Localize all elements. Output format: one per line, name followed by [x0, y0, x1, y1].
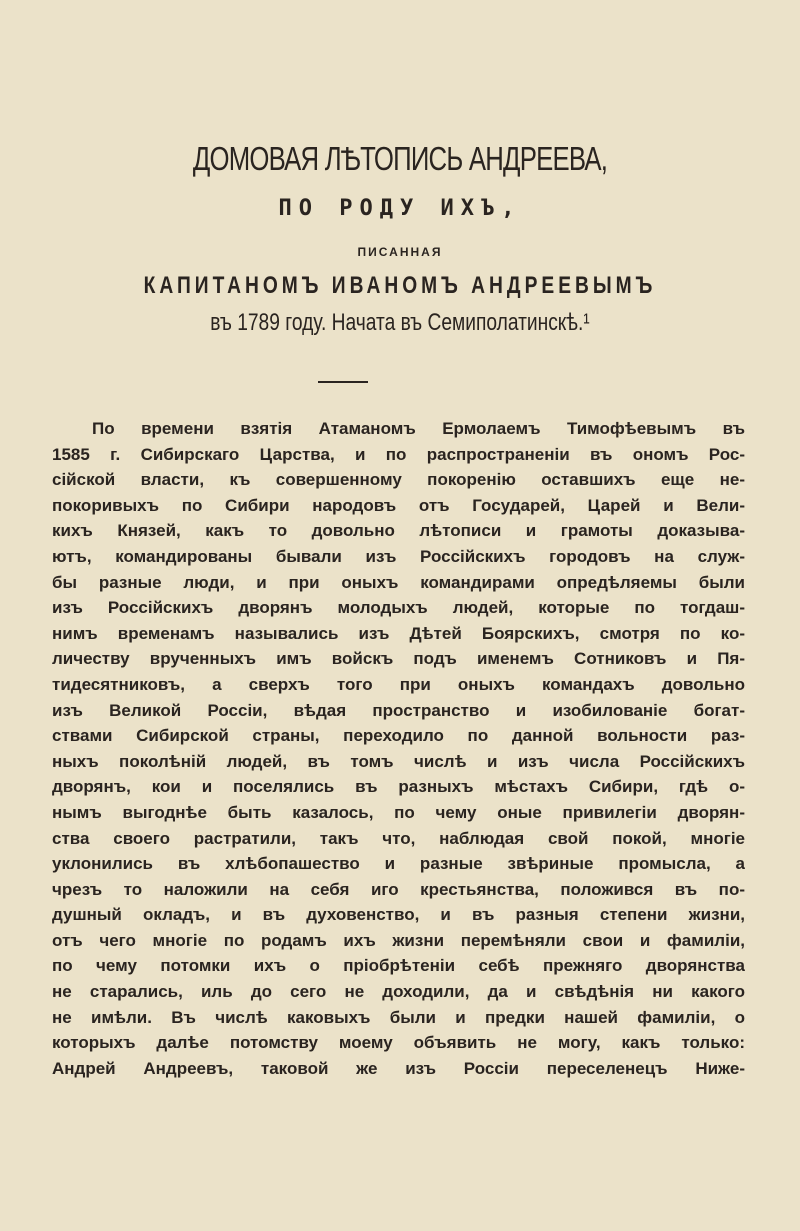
- text-line: отъ чего многіе по родамъ ихъ жизни перемѣняли свои и фамиліи,: [52, 930, 745, 950]
- text-line: изъ Россійскихъ дворянъ молодыхъ людей, которые по тогдаш-: [52, 598, 745, 618]
- text-line: По времени взятія Атаманомъ Ермолаемъ Тимофѣевымъ въ: [92, 419, 745, 438]
- text-line: которыхъ далѣе потомству моему объявить не могу, какъ только:: [52, 1033, 745, 1053]
- text-line: не старались, иль до сего не доходили, да и свѣдѣнія ни какого: [52, 982, 745, 1002]
- text-line: тидесятниковъ, а сверхъ того при оныхъ командахъ довольно: [52, 674, 745, 694]
- document-subtitle: ПО РОДУ ИХЪ,: [278, 196, 522, 221]
- text-line: 1585 г. Сибирскаго Царства, и по распространеніи въ ономъ Рос-: [52, 444, 745, 464]
- text-line: ютъ, командированы бывали изъ Россійскихъ городовъ на служ-: [52, 546, 745, 566]
- text-line: кихъ Князей, какъ то довольно лѣтописи и грамоты доказыва-: [52, 521, 745, 541]
- text-line: ства своего растратили, такъ что, наблюдая свой покой, многіе: [52, 828, 745, 848]
- text-line: уклонились въ хлѣбопашество и разные звѣриные промысла, а: [52, 854, 745, 874]
- author-line: КАПИТАНОМЪ ИВАНОМЪ АНДРЕЕВЫМЪ: [143, 272, 657, 299]
- text-line: по чему потомки ихъ о пріобрѣтеніи себѣ прежняго дворянства: [52, 956, 745, 976]
- text-line: нимъ временамъ назывались изъ Дѣтей Боярскихъ, смотря по ко-: [52, 623, 745, 643]
- text-line: ныхъ поколѣній людей, въ томъ числѣ и изъ числа Россійскихъ: [52, 751, 745, 771]
- text-line: изъ Великой Россіи, вѣдая пространство и изобилованіе богат-: [52, 700, 745, 720]
- text-line: дворянъ, кои и поселялись въ разныхъ мѣстахъ Сибири, гдѣ о-: [52, 777, 745, 797]
- text-line: бы разные люди, и при оныхъ командирами опредѣляемы были: [52, 572, 745, 592]
- text-line: чрезъ то наложили на себя иго крестьянства, положився въ по-: [52, 879, 745, 899]
- document-title: ДОМОВАЯ ЛѢТОПИСЬ АНДРЕЕВА,: [192, 140, 608, 177]
- text-line: личеству врученныхъ имъ войскъ подъ именемъ Сотниковъ и Пя-: [52, 649, 745, 669]
- text-line: нымъ выгоднѣе быть казалось, по чему оные привилегіи дворян-: [52, 802, 745, 822]
- text-line: покоривыхъ по Сибири народовъ отъ Государей, Царей и Вели-: [52, 495, 745, 515]
- text-line: ствами Сибирской страны, переходило по данной вольности раз-: [52, 726, 745, 746]
- text-line: не имѣли. Въ числѣ каковыхъ были и предки нашей фамиліи, о: [52, 1007, 745, 1027]
- text-line: душный окладъ, и въ духовенство, и въ разныя степени жизни,: [52, 905, 745, 925]
- section-divider: [318, 381, 368, 383]
- date-line: въ 1789 году. Начата въ Семиполатинскѣ.¹: [210, 309, 590, 336]
- text-line: сійской власти, къ совершенному покоренію оставшихъ еще не-: [52, 470, 745, 490]
- text-line: Андрей Андреевъ, таковой же изъ Россіи переселенецъ Ниже-: [52, 1058, 745, 1078]
- written-by-label: ПИСАННАЯ: [357, 245, 443, 259]
- body-text: [52, 416, 745, 1081]
